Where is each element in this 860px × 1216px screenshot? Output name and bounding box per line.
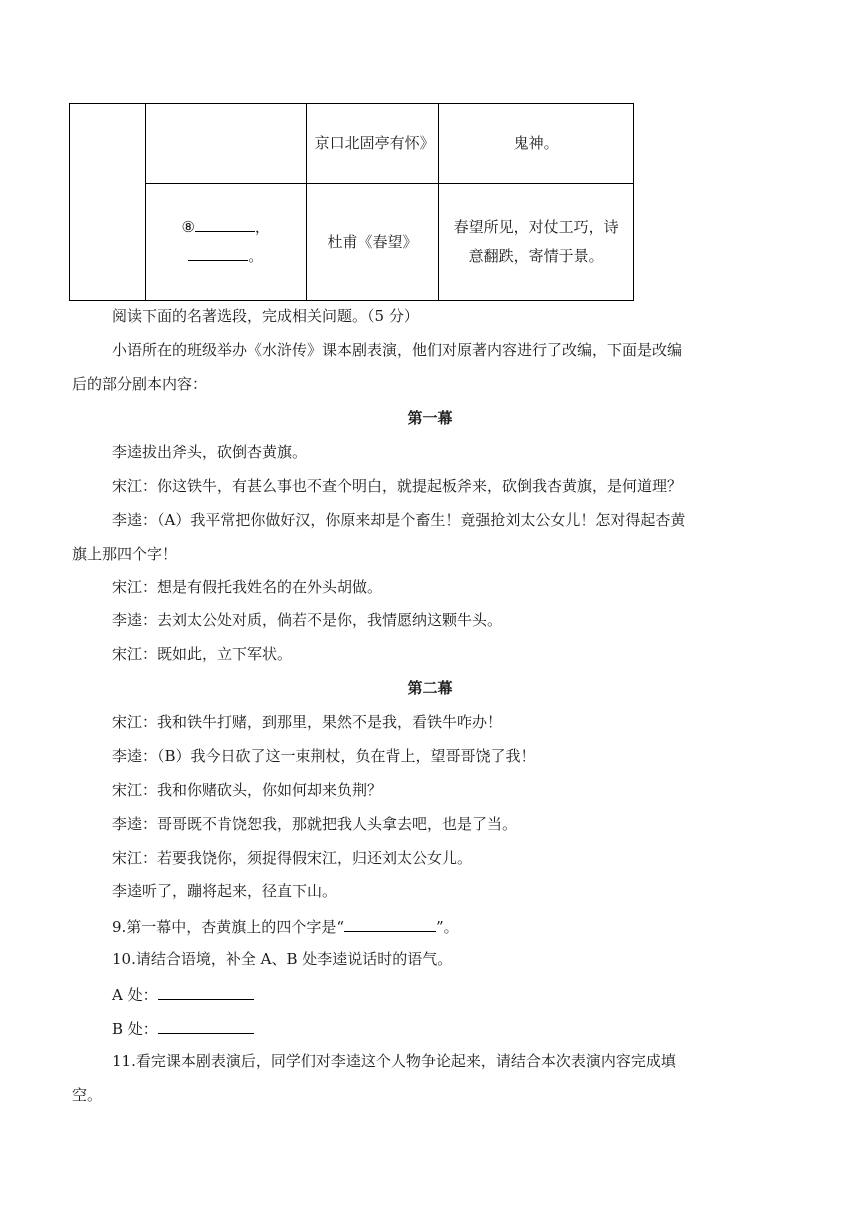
question-10: 10.请结合语境，补全 A、B 处李逵说话时的语气。 [112,950,453,968]
question-9-text: 9.第一幕中，杏黄旗上的四个字是“ [112,918,344,936]
poem-table [69,103,634,301]
script-line: 宋江：想是有假托我姓名的在外头胡做。 [112,578,383,596]
script-line: 宋江：我和铁牛打赌，到那里，果然不是我，看铁牛咋办！ [112,713,503,731]
answer-a-label: A 处： [112,986,158,1004]
answer-blank[interactable] [195,215,255,232]
answer-blank[interactable] [158,1017,254,1034]
poem-source-text: 杜甫《春望》 [327,232,418,251]
script-line: 宋江：你这铁牛，有甚么事也不查个明白，就提起板斧来，砍倒我杏黄旗，是何道理？ [112,477,683,495]
script-line: 李逵：去刘太公处对质，倘若不是你，我情愿纳这颗牛头。 [112,611,503,629]
answer-b-row [112,1017,254,1039]
answer-blank[interactable] [158,983,254,1000]
script-line: 宋江：我和你赌砍头，你如何却来负荆？ [112,781,383,799]
table-cell-empty [70,104,146,301]
question-11: 11.看完课本剧表演后，同学们对李逵这个人物争论起来，请结合本次表演内容完成填 [112,1052,676,1070]
poem-comment-cell [439,184,634,301]
script-line: 宋江：既如此，立下军状。 [112,645,293,663]
script-line: 李逵听了，蹦将起来，径直下山。 [112,882,338,900]
question-11-cont: 空。 [72,1086,103,1104]
fill-blank-cell [145,184,306,301]
answer-blank[interactable] [344,915,436,932]
question-9 [112,915,459,937]
context-line: 小语所在的班级举办《水浒传》课本剧表演，他们对原著内容进行了改编，下面是改编 [112,341,683,359]
punct: 。 [248,247,264,265]
answer-blank[interactable] [188,244,248,261]
punct: ， [254,218,270,236]
script-line: 宋江：若要我饶你，须捉得假宋江，归还刘太公女儿。 [112,849,473,867]
script-line: 李逵：（A）我平常把你做好汉，你原来却是个畜生！竟强抢刘太公女儿！怎对得起杏黄 [112,511,686,529]
poem-source-cell [306,104,439,184]
poem-comment-text: 鬼神。 [513,134,559,152]
question-9-suffix: ”。 [435,918,459,936]
poem-comment-cell [439,104,634,184]
act1-title: 第一幕 [407,409,453,427]
context-line: 后的部分剧本内容： [72,375,208,393]
script-line: 李逵：（B）我今日砍了这一束荆杖，负在背上，望哥哥饶了我！ [112,747,536,765]
poem-source-cell [306,184,439,301]
table-row [70,184,634,301]
script-line: 李逵：哥哥既不肯饶恕我，那就把我人头拿去吧，也是了当。 [112,815,518,833]
act2-title: 第二幕 [407,679,453,697]
circle-8-marker: ⑧ [181,218,195,236]
answer-b-label: B 处： [112,1020,158,1038]
reading-intro: 阅读下面的名著选段，完成相关问题。（5 分） [112,307,419,325]
script-line: 旗上那四个字！ [72,545,178,563]
answer-a-row [112,983,254,1005]
table-row [70,104,634,184]
poem-comment-text: 春望所见，对仗工巧，诗意翻跌，寄情于景。 [453,218,619,265]
table-cell-empty [145,104,306,184]
script-line: 李逵拔出斧头，砍倒杏黄旗。 [112,443,308,461]
poem-source-text: 京口北固亭有怀》 [314,134,435,152]
